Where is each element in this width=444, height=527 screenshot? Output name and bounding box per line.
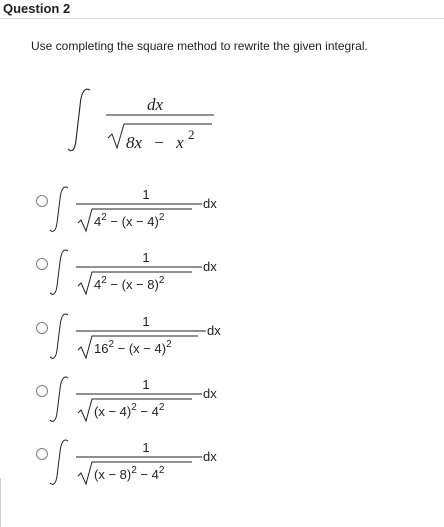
option-dx: dx <box>203 449 217 464</box>
option-radicand-a: (x − 4) <box>94 404 132 419</box>
option-numerator: 1 <box>142 250 150 265</box>
left-border <box>0 478 1 527</box>
question-prompt: Use completing the square method to rewrite the given integral. <box>31 39 368 53</box>
option-integral-sign <box>50 377 68 421</box>
option-numerator: 1 <box>142 377 150 392</box>
option-integral-sign <box>50 187 68 231</box>
option-exp-a: 2 <box>131 402 137 413</box>
option-integral-sign <box>50 250 68 294</box>
option-radicand-middle: − (x − 4) <box>114 341 167 356</box>
option-exp-b: 2 <box>158 212 165 223</box>
option-exp-b: 2 <box>158 402 165 413</box>
option-integral-sign <box>50 440 68 484</box>
given-radicand-second: x <box>176 133 184 152</box>
given-radicand-minus: − <box>154 133 164 152</box>
option-radicand-a: 16 <box>94 341 109 356</box>
option-exp-b: 2 <box>158 275 165 286</box>
svg-text:42 − (x − 4)2 <box>94 212 165 229</box>
svg-text:162 − (x − 4)2 <box>94 339 172 356</box>
given-radicand-first: 8x <box>126 133 143 152</box>
answer-option[interactable] <box>36 246 226 304</box>
option-dx: dx <box>203 196 217 211</box>
svg-text:8x − x 2 <box>126 127 194 152</box>
option-exp-a: 2 <box>131 465 137 476</box>
option-radicand-a: 4 <box>94 214 102 229</box>
option-radicand-a: 4 <box>94 277 102 292</box>
option-numerator: 1 <box>142 187 150 202</box>
svg-text:42 − (x − 8)2 <box>94 275 165 292</box>
option-dx: dx <box>203 386 217 401</box>
option-dx: dx <box>207 323 221 338</box>
option-exp-b: 2 <box>158 465 165 476</box>
question-title: Question 2 <box>3 1 71 16</box>
given-numerator: dx <box>146 95 164 114</box>
option-radicand-middle: − 4 <box>136 467 159 482</box>
answer-option[interactable] <box>36 436 226 494</box>
option-exp-a: 2 <box>101 212 107 223</box>
given-integral-sign <box>68 89 90 151</box>
given-radicand-exp: 2 <box>187 127 195 142</box>
option-radicand-middle: − 4 <box>136 404 159 419</box>
option-dx: dx <box>203 259 217 274</box>
option-numerator: 1 <box>142 314 150 329</box>
option-radicand-middle: − (x − 4) <box>106 214 159 229</box>
option-radicand-a: (x − 8) <box>94 467 132 482</box>
svg-text:(x − 8)2 − 42 <box>94 465 165 482</box>
svg-text:(x − 4)2 − 42 <box>94 402 165 419</box>
answer-option[interactable] <box>36 310 226 368</box>
question-header <box>0 0 444 19</box>
option-numerator: 1 <box>142 440 150 455</box>
option-exp-a: 2 <box>108 339 115 350</box>
option-radicand-middle: − (x − 8) <box>106 277 159 292</box>
option-integral-sign <box>50 314 68 358</box>
answer-option[interactable] <box>36 373 226 431</box>
option-exp-a: 2 <box>101 275 107 286</box>
option-exp-b: 2 <box>166 339 172 350</box>
given-integral <box>64 86 224 156</box>
answer-option[interactable] <box>36 183 226 241</box>
